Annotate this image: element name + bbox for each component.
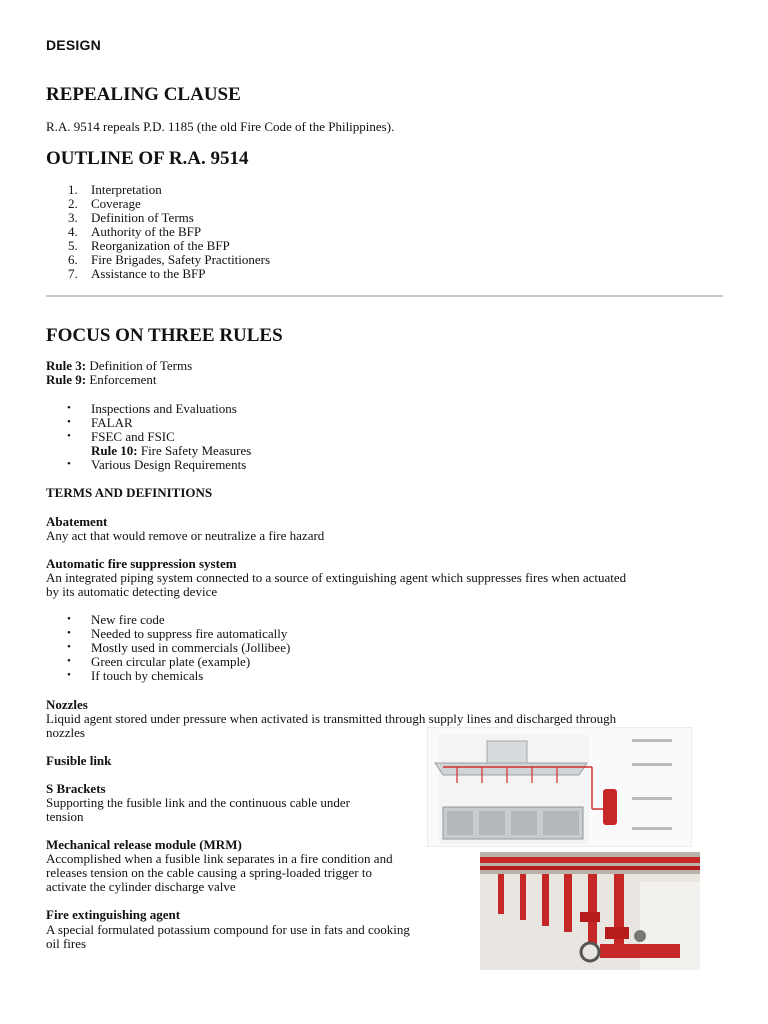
outline-list [46, 183, 270, 281]
list-item: 2. Coverage [68, 196, 141, 211]
kitchen-suppression-diagram [427, 727, 692, 847]
def-mrm-3: activate the cylinder discharge valve [46, 879, 236, 894]
terms-heading: TERMS AND DEFINITIONS [46, 485, 213, 500]
list-item: 7. Assistance to the BFP [68, 266, 206, 281]
def-abatement: Any act that would remove or neutralize a fire hazard [46, 528, 325, 543]
def-s-brackets-2: tension [46, 809, 84, 824]
list-item: 3. Definition of Terms [68, 210, 194, 225]
repealing-heading: REPEALING CLAUSE [46, 84, 241, 105]
term-s-brackets: S Brackets [46, 781, 106, 796]
def-mrm-1: Accomplished when a fusible link separates in a fire condition and [46, 851, 393, 866]
afss-bullets [46, 613, 290, 683]
document-label: DESIGN [46, 37, 101, 53]
list-item: • FALAR [67, 415, 133, 430]
def-afss-1: An integrated piping system connected to a source of extinguishing agent which suppresses fires when actuated [46, 570, 627, 585]
term-mrm: Mechanical release module (MRM) [46, 837, 242, 852]
rule9-line: Rule 9: Enforcement [46, 372, 157, 387]
rule9-bullets [46, 402, 251, 472]
term-fusible-link: Fusible link [46, 753, 112, 768]
def-nozzles-2: nozzles [46, 725, 85, 740]
def-mrm-2: releases tension on the cable causing a spring-loaded trigger to [46, 865, 372, 880]
horizontal-divider [46, 295, 723, 297]
list-item: • Green circular plate (example) [67, 654, 251, 669]
def-agent-2: oil fires [46, 936, 87, 951]
list-item: • New fire code [67, 612, 165, 627]
def-agent-1: A special formulated potassium compound for use in fats and cooking [46, 922, 410, 937]
list-item: 1. Interpretation [68, 182, 162, 197]
list-item: • Needed to suppress fire automatically [67, 626, 288, 641]
list-item: • Inspections and Evaluations [67, 401, 237, 416]
list-item: • FSEC and FSIC Rule 10: Fire Safety Measures [67, 429, 252, 458]
outline-heading: OUTLINE OF R.A. 9514 [46, 148, 249, 169]
term-abatement: Abatement [46, 514, 108, 529]
list-item: • Mostly used in commercials (Jollibee) [67, 640, 291, 655]
rule3-line: Rule 3: Definition of Terms [46, 358, 193, 373]
def-afss-2: by its automatic detecting device [46, 584, 218, 599]
term-nozzles: Nozzles [46, 697, 88, 712]
repealing-text: R.A. 9514 repeals P.D. 1185 (the old Fire Code of the Philippines). [46, 119, 395, 134]
list-item: 6. Fire Brigades, Safety Practitioners [68, 252, 271, 267]
list-item: • If touch by chemicals [67, 668, 204, 683]
term-afss: Automatic fire suppression system [46, 556, 237, 571]
term-agent: Fire extinguishing agent [46, 907, 181, 922]
fire-sprinkler-pipes-photo [480, 852, 700, 970]
focus-heading: FOCUS ON THREE RULES [46, 325, 283, 346]
list-item: 4. Authority of the BFP [68, 224, 202, 239]
list-item: • Various Design Requirements [67, 457, 247, 472]
list-item: 5. Reorganization of the BFP [68, 238, 230, 253]
def-s-brackets-1: Supporting the fusible link and the continuous cable under [46, 795, 350, 810]
def-nozzles-1: Liquid agent stored under pressure when activated is transmitted through supply lines and discharged through [46, 711, 617, 726]
